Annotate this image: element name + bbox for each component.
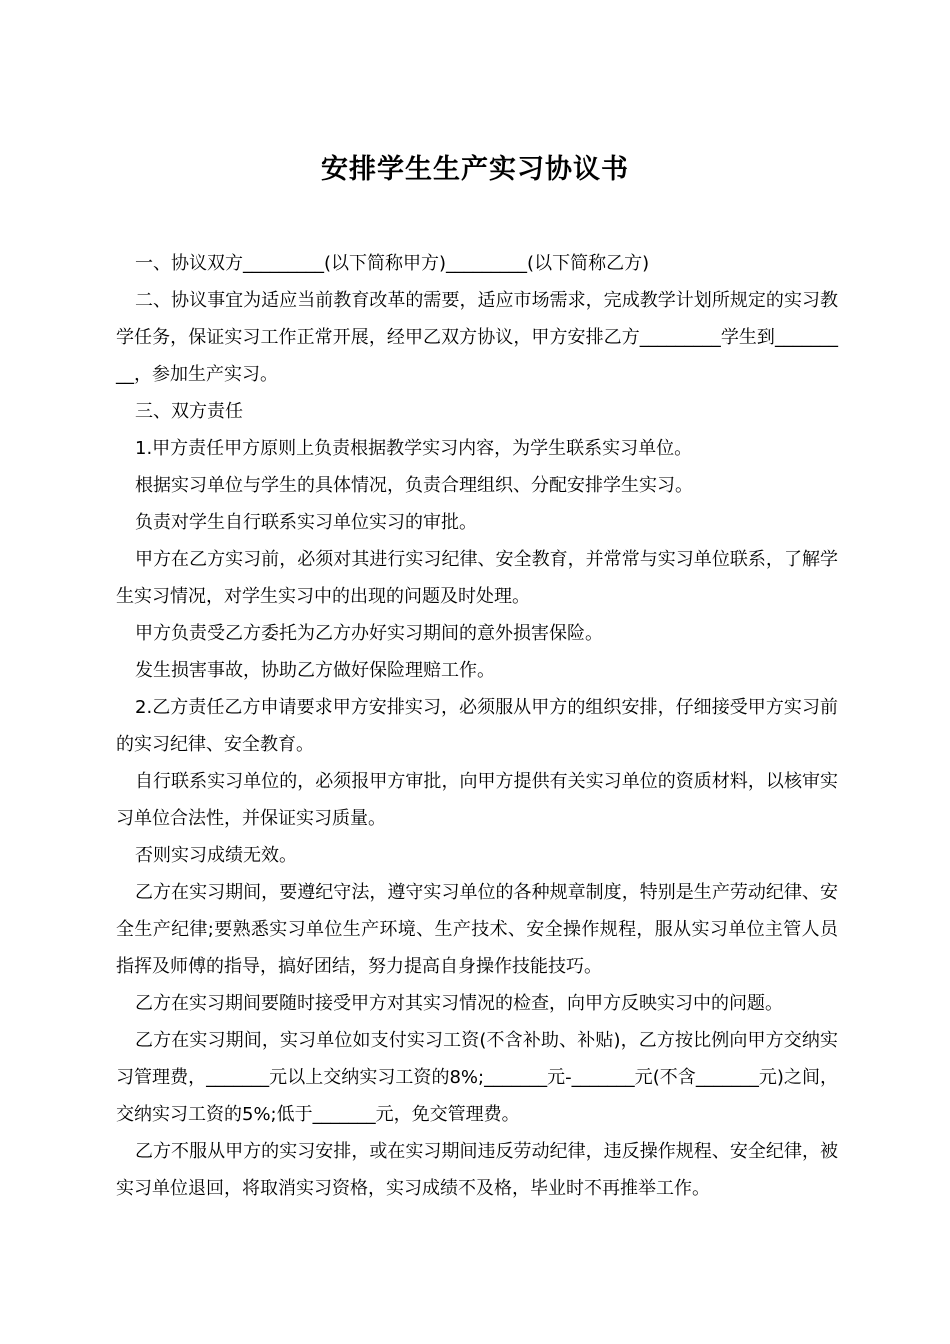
paragraph-invalid-result: 否则实习成绩无效。 bbox=[135, 845, 297, 866]
paragraph-claims: 发生损害事故，协助乙方做好保险理赔工作。 bbox=[135, 660, 495, 681]
paragraph-self-arranged: 自行联系实习单位的，必须报甲方审批，向甲方提供有关实习单位的资质材料，以核审实习单位合法性，并保证实习质量。 bbox=[116, 771, 838, 829]
paragraph-party-b-responsibility: 2.乙方责任乙方申请要求甲方安排实习，必须服从甲方的组织安排，仔细接受甲方实习前的实习纪律、安全教育。 bbox=[116, 697, 838, 755]
paragraph-party-a-responsibility: 1.甲方责任甲方原则上负责根据教学实习内容，为学生联系实习单位。 bbox=[135, 438, 693, 459]
paragraph-organize-internship: 根据实习单位与学生的具体情况，负责合理组织、分配安排学生实习。 bbox=[135, 475, 693, 496]
paragraph-approval: 负责对学生自行联系实习单位实习的审批。 bbox=[135, 512, 477, 533]
paragraph-agreement-matters: 二、协议事宜为适应当前教育改革的需要，适应市场需求，完成教学计划所规定的实习教学任务，保证实习工作正常开展，经甲乙双方协议，甲方安排乙方_________学生到_________，参加生产实习。 bbox=[116, 290, 838, 385]
paragraph-management-fee: 乙方在实习期间，实习单位如支付实习工资(不含补助、补贴)，乙方按比例向甲方交纳实习管理费，_______元以上交纳实习工资的8%;_______元-_______元(不含_______元)之间，交纳实习工资的5%;低于_______元，免交管理费。 bbox=[116, 1030, 838, 1125]
paragraph-violation: 乙方不服从甲方的实习安排，或在实习期间违反劳动纪律，违反操作规程、安全纪律，被实习单位退回，将取消实习资格，实习成绩不及格，毕业时不再推举工作。 bbox=[116, 1141, 838, 1199]
paragraph-parties: 一、协议双方_________(以下简称甲方)_________(以下简称乙方) bbox=[135, 253, 650, 274]
paragraph-discipline: 乙方在实习期间，要遵纪守法，遵守实习单位的各种规章制度，特别是生产劳动纪律、安全生产纪律;要熟悉实习单位生产环境、生产技术、安全操作规程，服从实习单位主管人员指挥及师傅的指导，搞好团结，努力提高自身操作技能技巧。 bbox=[116, 882, 838, 977]
paragraph-inspection: 乙方在实习期间要随时接受甲方对其实习情况的检查，向甲方反映实习中的问题。 bbox=[135, 993, 783, 1014]
paragraph-responsibilities-heading: 三、双方责任 bbox=[135, 401, 243, 422]
paragraph-insurance: 甲方负责受乙方委托为乙方办好实习期间的意外损害保险。 bbox=[135, 623, 603, 644]
document-title: 安排学生生产实习协议书 bbox=[321, 154, 629, 186]
paragraph-safety-education: 甲方在乙方实习前，必须对其进行实习纪律、安全教育，并常常与实习单位联系，了解学生实习情况，对学生实习中的出现的问题及时处理。 bbox=[116, 549, 838, 607]
document-body bbox=[116, 245, 838, 1207]
